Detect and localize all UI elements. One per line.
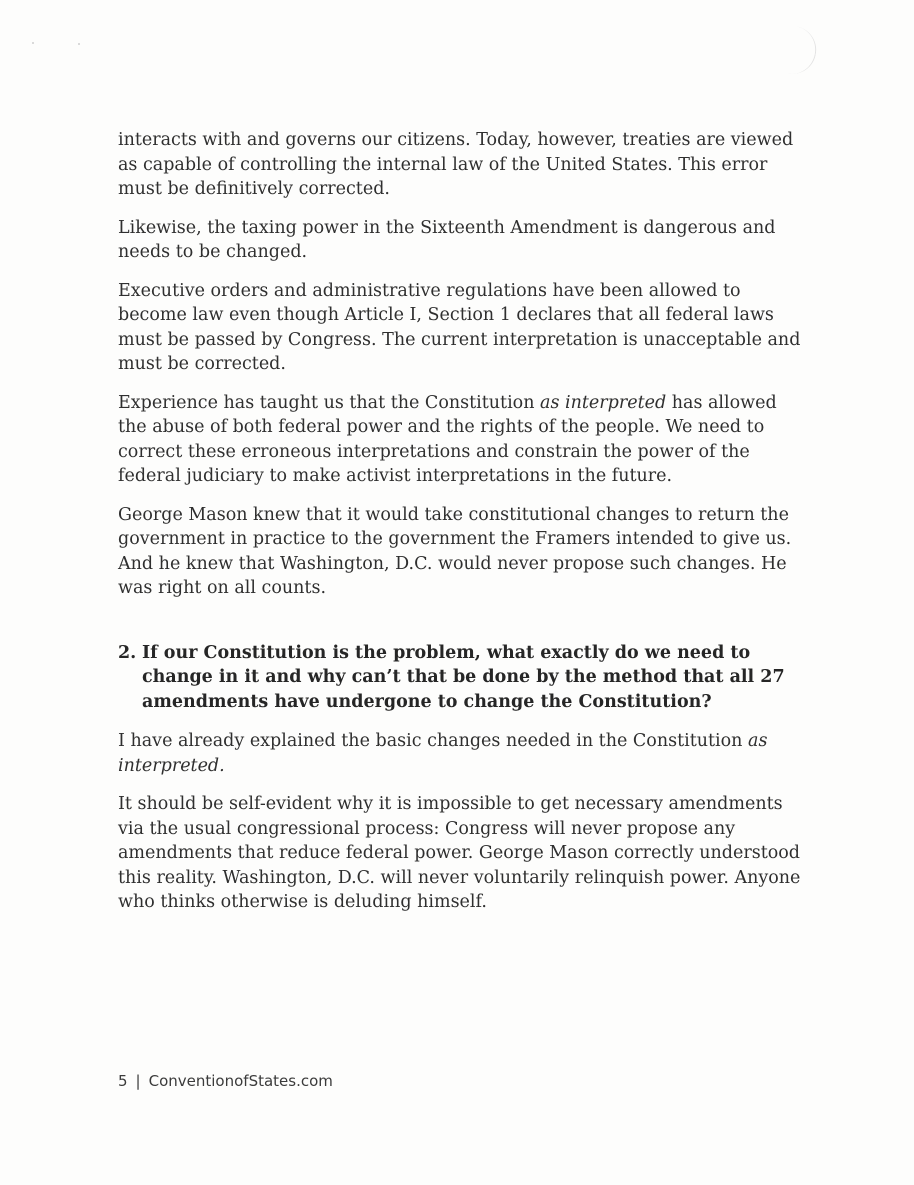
paragraph-executive-orders: Executive orders and administrative regulations have been allowed to become law even though Article I, Section 1 declares that all federal laws must be passed by Congress. The current interpretation is unacceptable and must be corrected. [118,280,801,374]
paragraph-basic-changes [118,729,808,778]
footer-separator: | [135,1072,141,1090]
page-number: 5 [118,1072,128,1090]
page-body [118,128,808,929]
paragraph-emphasis: as interpreted. [118,731,768,776]
paragraph-text-part: I have already explained the basic changes needed in the Constitution [118,731,749,751]
paragraph-text-part: has allowed the abuse of both federal power and the rights of the people. We need to correct these erroneous interpretations and constrain the power of the federal judiciary to make activist interpretations in the future. [118,392,777,486]
paragraph-experience [118,391,808,489]
page-footer [118,1071,333,1091]
footer-site: ConventionofStates.com [148,1072,333,1090]
question-heading [118,641,808,715]
section-spacer [118,615,808,641]
question-text: If our Constitution is the problem, what exactly do we need to change in it and why can’t that be done by the method that all 27 amendments have undergone to change the Constitution? [142,642,785,712]
scan-speck [32,42,34,44]
paragraph-text-part: Experience has taught us that the Constitution [118,392,541,413]
scan-speck [78,43,80,45]
paragraph-self-evident: It should be self-evident why it is impossible to get necessary amendments via the usual congressional process: Congress will never propose any amendments that reduce federal power. George Mason correctly understood this reality. Washington, D.C. will never voluntarily relinquish power. Anyone who thinks otherwise is deluding himself. [118,794,801,912]
paragraph-emphasis: as interpreted [540,392,667,413]
scan-mark [787,26,820,78]
paragraph-taxing-power: Likewise, the taxing power in the Sixteenth Amendment is dangerous and needs to be changed. [118,217,776,262]
paragraph-treaties: interacts with and governs our citizens. Today, however, treaties are viewed as capable of controlling the internal law of the United States. This error must be definitively corrected. [118,130,794,199]
paragraph-george-mason: George Mason knew that it would take constitutional changes to return the government in practice to the government the Framers intended to give us. And he knew that Washington, D.C. would never propose such changes. He was right on all counts. [118,504,792,598]
question-number: 2. [118,642,137,663]
